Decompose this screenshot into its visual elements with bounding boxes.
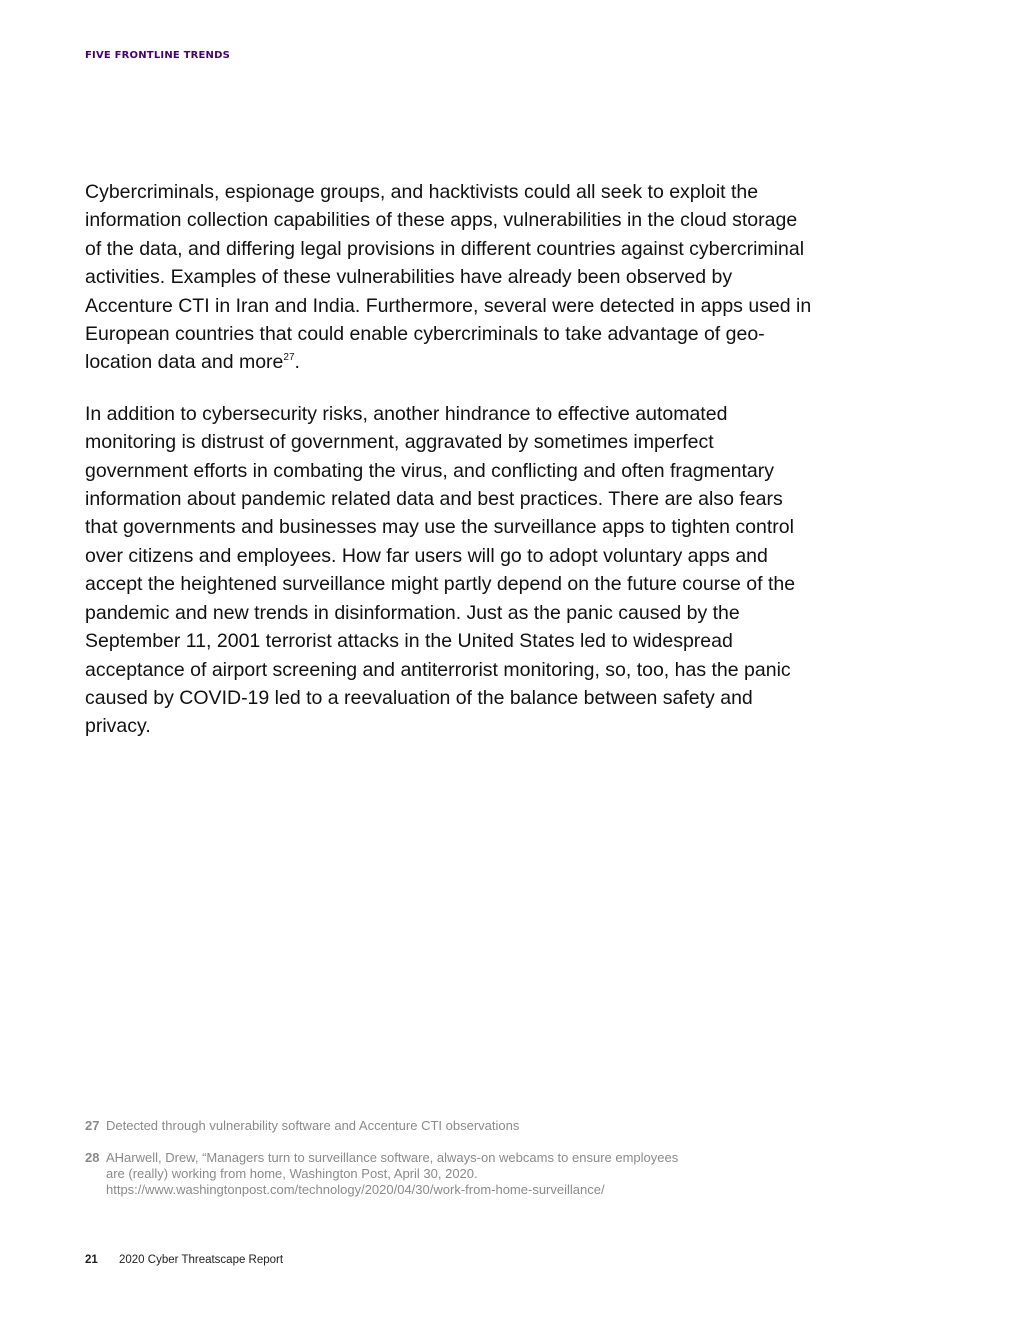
footnote [85,1150,685,1198]
body-text [85,178,815,741]
paragraph-end: . [294,351,300,374]
paragraph-text: Cybercriminals, espionage groups, and hacktivists could all seek to exploit the information collection capabilities of these apps, vulnerabilities in the cloud storage of the data, and differing legal provisions in different countries against cybercriminal activities. Examples of these vulnerabilities have already been observed by Accenture CTI in Iran and India. Furthermore, several were detected in apps used in European countries that could enable cybercriminals to take advantage of geo-location data and more [85,181,812,374]
page-number: 21 [85,1254,98,1266]
footnote [85,1118,685,1134]
report-title: 2020 Cyber Threatscape Report [119,1254,284,1266]
footnote-text: AHarwell, Drew, “Managers turn to surveillance software, always-on webcams to ensure employees are (really) working from home, Washington Post, April 30, 2020. https://www.washingtonpost.com/technology/2020/04/30/work-from-home-surveillance/ [106,1150,679,1197]
page-footer [85,1254,283,1266]
footnote-text: Detected through vulnerability software and Accenture CTI observations [106,1118,520,1133]
footnote-reference[interactable]: 27 [283,352,295,364]
footnote-number: 27 [85,1118,100,1133]
paragraph [85,178,815,377]
paragraph: In addition to cybersecurity risks, another hindrance to effective automated monitoring is distrust of government, aggravated by sometimes imperfect government efforts in combating the virus, and conflicting and often fragmentary information about pandemic related data and best practices. There are also fears that governments and businesses may use the surveillance apps to tighten control over citizens and employees. How far users will go to adopt voluntary apps and accept the heightened surveillance might partly depend on the future course of the pandemic and new trends in disinformation. Just as the panic caused by the September 11, 2001 terrorist attacks in the United States led to widespread acceptance of airport screening and antiterrorist monitoring, so, too, has the panic caused by COVID-19 led to a reevaluation of the balance between safety and privacy. [85,402,796,738]
section-label: FIVE FRONTLINE TRENDS [85,50,231,61]
footnotes [85,1118,685,1198]
footnote-number: 28 [85,1150,100,1165]
